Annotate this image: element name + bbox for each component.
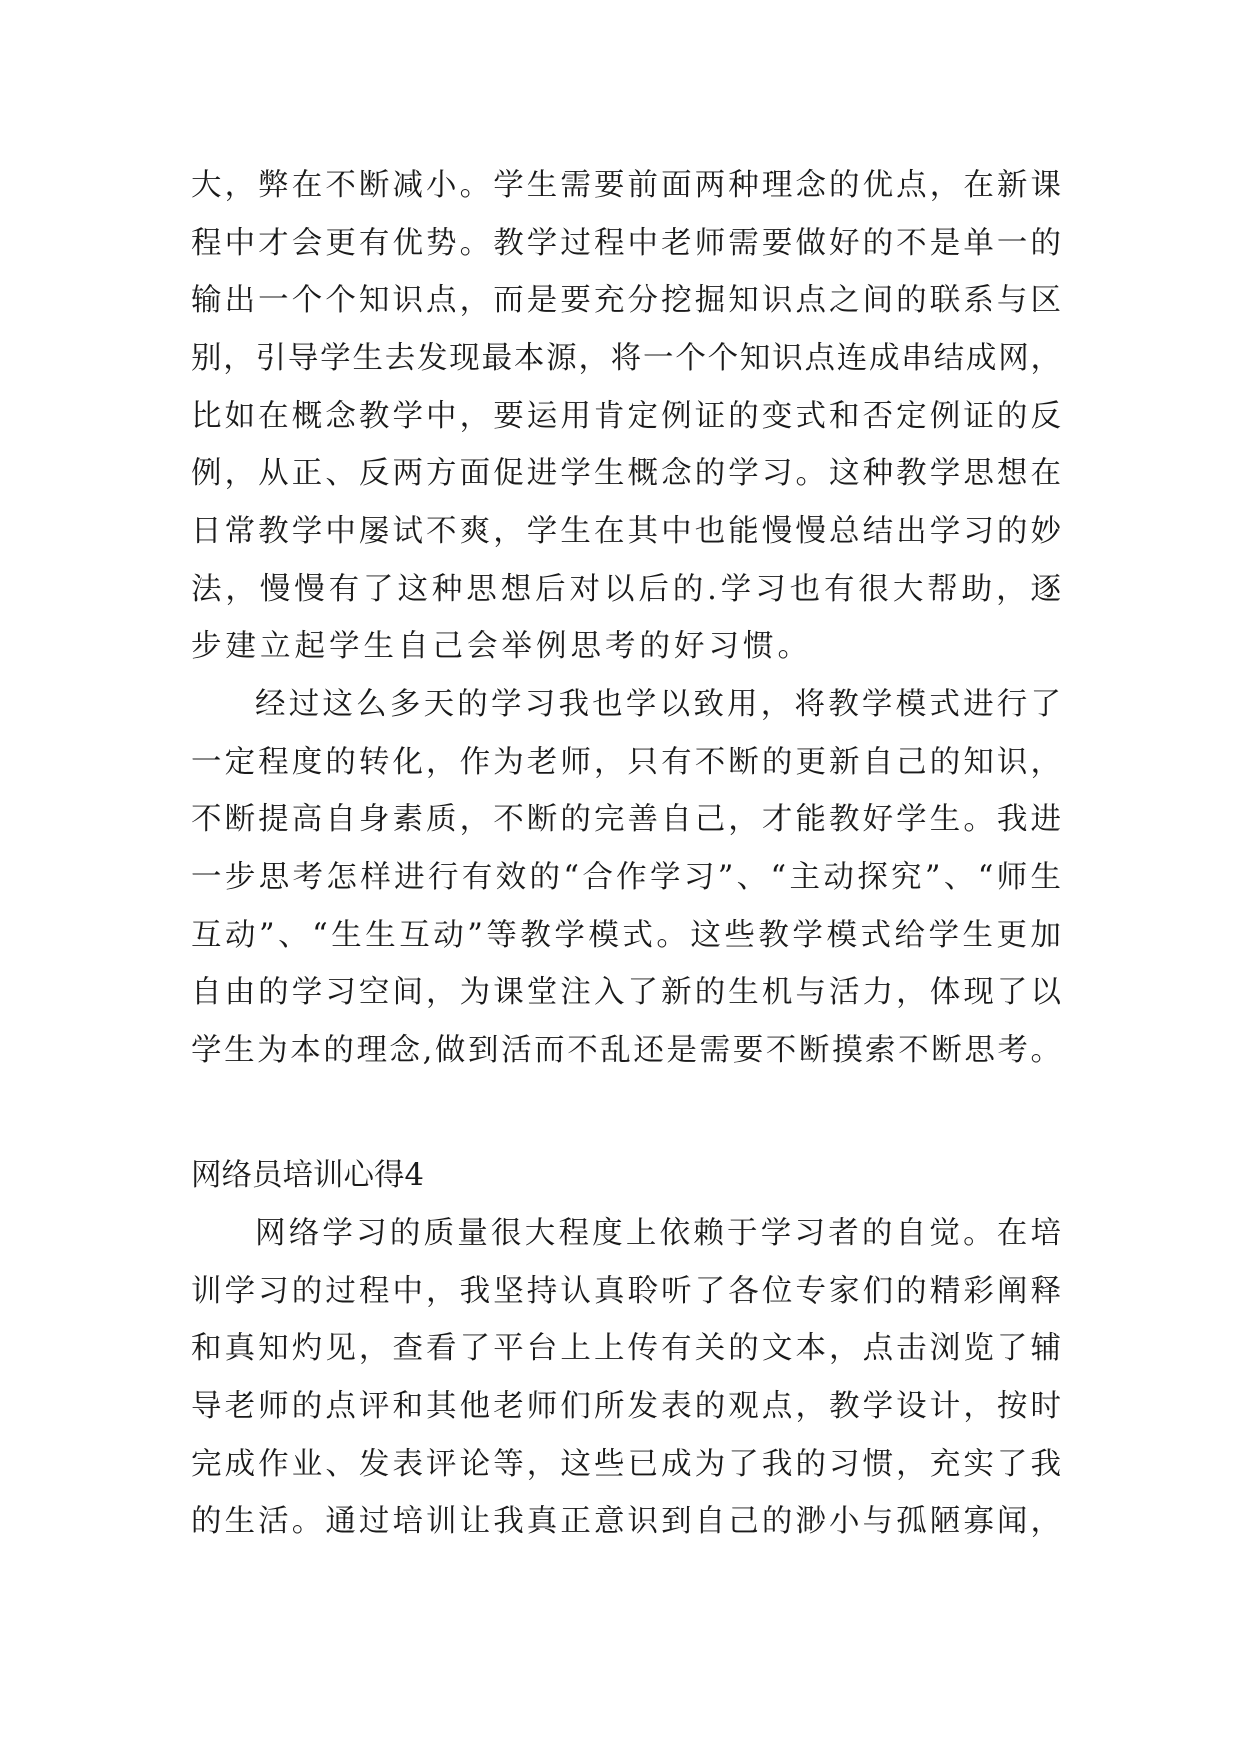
text-line: 一定程度的转化，作为老师，只有不断的更新自己的知识， bbox=[191, 745, 1061, 780]
text-line: 步建立起学生自己会举例思考的好习惯。 bbox=[191, 629, 812, 664]
text-line: 导老师的点评和其他老师们所发表的观点，教学设计，按时 bbox=[191, 1389, 1061, 1424]
text-line: 互动”、“生生互动”等教学模式。这些教学模式给学生更加 bbox=[191, 918, 1061, 953]
section-heading: 网络员培训心得4 bbox=[191, 1158, 424, 1193]
text-line: 一步思考怎样进行有效的“合作学习”、“主动探究”、“师生 bbox=[191, 860, 1061, 895]
text-line: 法，慢慢有了这种思想后对以后的.学习也有很大帮助，逐 bbox=[191, 572, 1061, 607]
text-line: 大，弊在不断减小。学生需要前面两种理念的优点，在新课 bbox=[191, 168, 1061, 203]
text-line: 网络学习的质量很大程度上依赖于学习者的自觉。在培 bbox=[255, 1216, 1061, 1251]
text-line: 日常教学中屡试不爽，学生在其中也能慢慢总结出学习的妙 bbox=[191, 514, 1061, 549]
text-line: 例，从正、反两方面促进学生概念的学习。这种教学思想在 bbox=[191, 456, 1061, 491]
text-line: 比如在概念教学中，要运用肯定例证的变式和否定例证的反 bbox=[191, 399, 1061, 434]
text-line: 程中才会更有优势。教学过程中老师需要做好的不是单一的 bbox=[191, 226, 1061, 261]
text-line: 学生为本的理念,做到活而不乱还是需要不断摸索不断思考。 bbox=[191, 1033, 1061, 1068]
text-line: 输出一个个知识点，而是要充分挖掘知识点之间的联系与区 bbox=[191, 283, 1061, 318]
text-line: 完成作业、发表评论等，这些已成为了我的习惯，充实了我 bbox=[191, 1447, 1061, 1482]
text-line: 自由的学习空间，为课堂注入了新的生机与活力，体现了以 bbox=[191, 975, 1061, 1010]
text-line: 和真知灼见，查看了平台上上传有关的文本，点击浏览了辅 bbox=[191, 1331, 1061, 1366]
text-line: 不断提高自身素质，不断的完善自己，才能教好学生。我进 bbox=[191, 802, 1061, 837]
text-line: 别，引导学生去发现最本源，将一个个知识点连成串结成网， bbox=[191, 341, 1061, 376]
text-line: 的生活。通过培训让我真正意识到自己的渺小与孤陋寡闻， bbox=[191, 1504, 1061, 1539]
text-line: 训学习的过程中，我坚持认真聆听了各位专家们的精彩阐释 bbox=[191, 1274, 1061, 1309]
text-line: 经过这么多天的学习我也学以致用，将教学模式进行了 bbox=[255, 687, 1061, 722]
